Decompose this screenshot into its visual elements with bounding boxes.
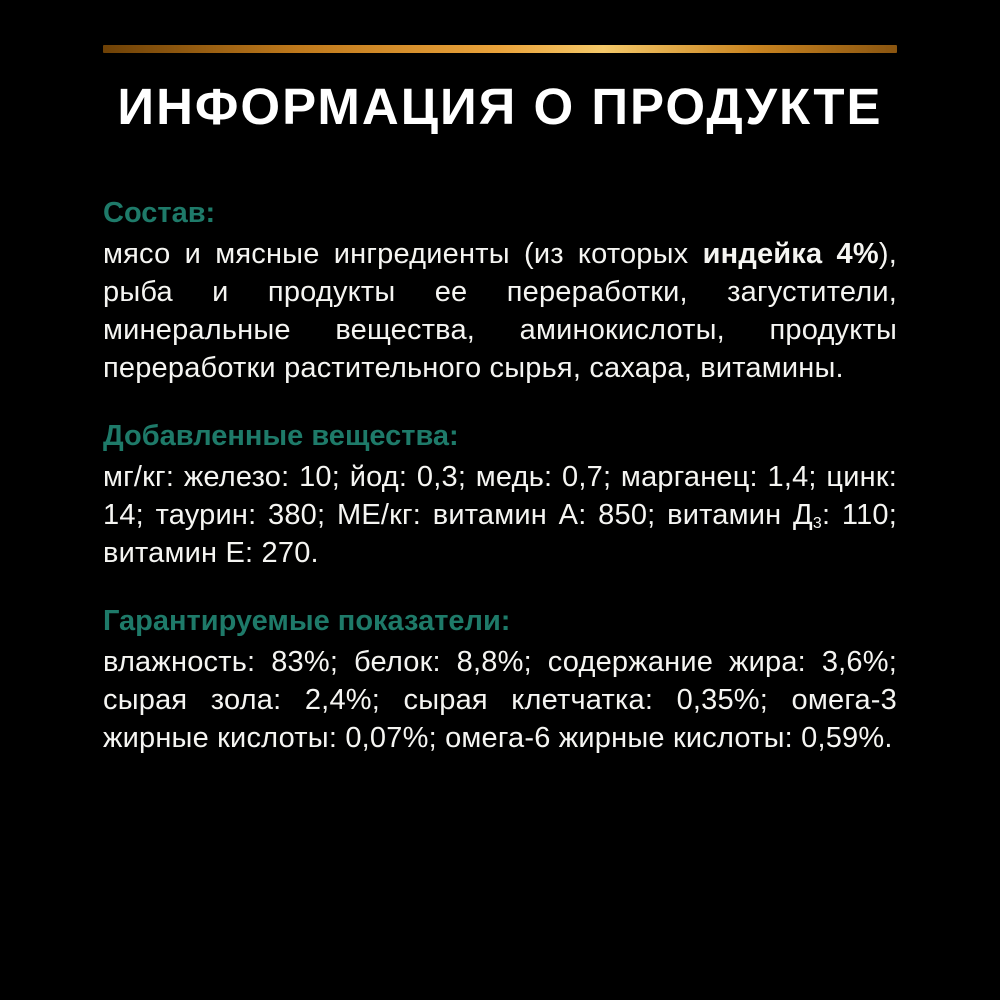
section-heading: Добавленные вещества: (103, 420, 459, 453)
sections-container (103, 194, 897, 757)
section-body-text (103, 643, 897, 757)
content-area (0, 45, 1000, 757)
body-fragment: ), рыба и продукты ее переработки, загустители, минеральные вещества, аминокислоты, продукты переработки растительного сырья, сахара, витамины. (103, 238, 897, 385)
page-title: ИНФОРМАЦИЯ О ПРОДУКТЕ (117, 78, 883, 135)
section-body-text (103, 235, 897, 387)
body-fragment: влажность: 83%; белок: 8,8%; содержание жира: 3,6%; сырая зола: 2,4%; сырая клетчатка: 0,35%; омега-3 жирные кислоты: 0,07%; омега-6 жирные кислоты: 0,59%. (103, 646, 897, 755)
section-2 (103, 417, 897, 572)
section-heading: Состав: (103, 197, 216, 230)
section-1 (103, 194, 897, 387)
body-fragment: мясо и мясные ингредиенты (из которых (103, 238, 703, 271)
section-body-text (103, 458, 897, 572)
gold-divider-bar (103, 45, 897, 53)
highlighted-ingredient: индейка 4% (702, 238, 879, 271)
section-3 (103, 602, 897, 757)
body-fragment: мг/кг: железо: 10; йод: 0,3; медь: 0,7; марганец: 1,4; цинк: 14; таурин: 380; МЕ/кг: витамин А: 850; витамин Д (103, 461, 897, 532)
body-fragment: : 110; витамин Е: 270. (103, 499, 897, 570)
subscript: 3 (812, 515, 822, 533)
section-heading: Гарантируемые показатели: (103, 605, 511, 638)
